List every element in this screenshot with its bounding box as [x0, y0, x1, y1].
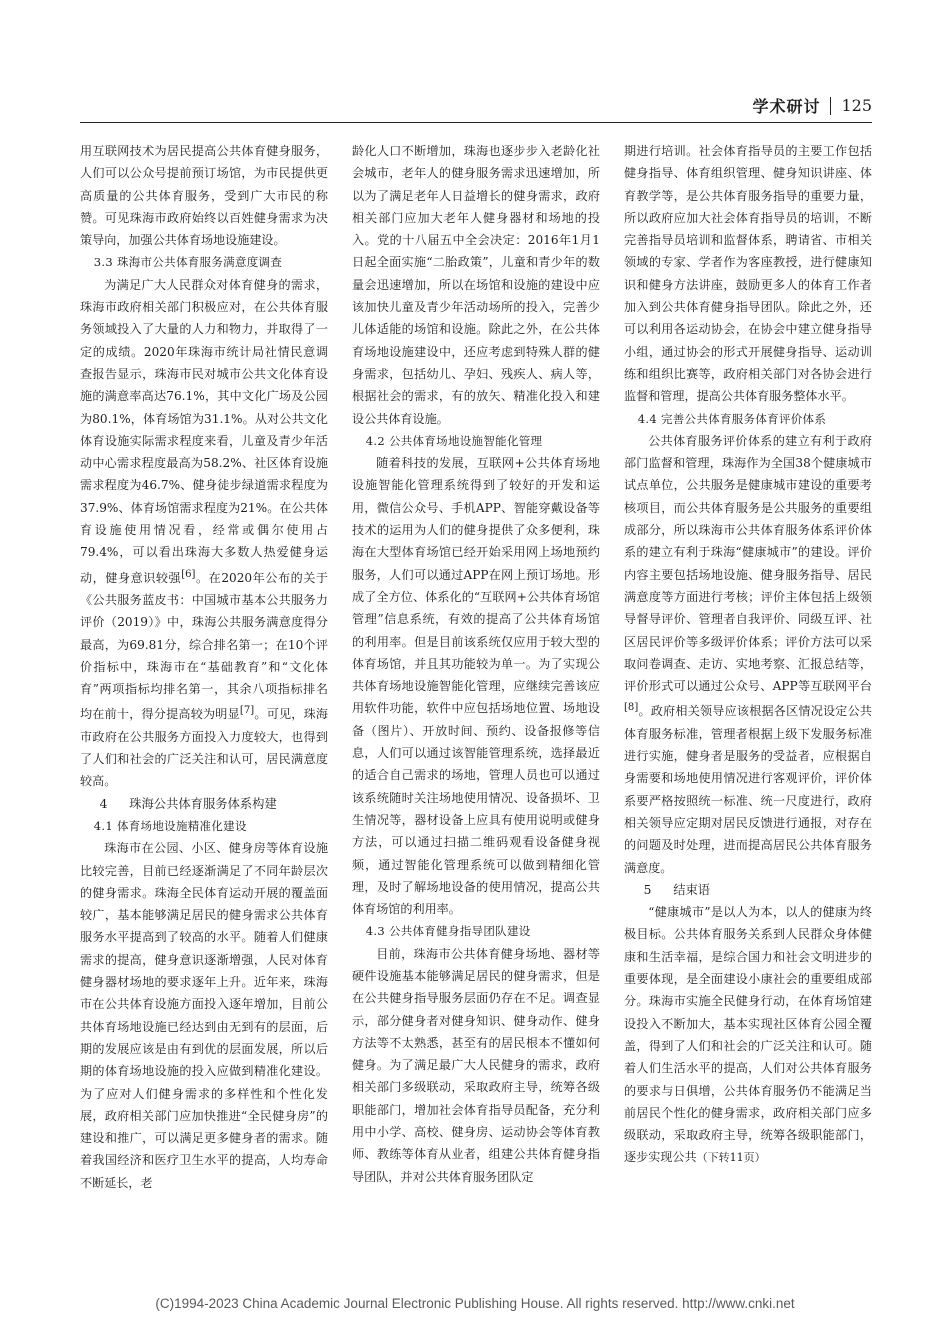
paragraph: 目前，珠海市公共体育健身场地、器材等硬件设施基本能够满足居民的健身需求，但是在公共健身指导服务层面仍存在不足。调查显示，部分健身者对健身知识、健身动作、健身方法等不太熟悉，甚至有的居民根本不懂如何健身。为了满足最广大人民健身的需求，政府相关部门多级联动，采取政府主导，统筹各级职能部门，增加社会体育指导员配备，充分利用中小学、高校、健身房、运动协会等体育教师、教练等体育从业者，组建公共体育健身指导团队，并对公共体育服务团队定 [352, 946, 600, 1184]
paragraph: 用互联网技术为居民提高公共体育健身服务，人们可以公众号提前预订场馆，为市民提供更高质量的公共体育服务，受到广大市民的称赞。可见珠海市政府始终以百姓健身需求为决策导向，加强公共体育场地设施建设。 [80, 144, 328, 248]
journal-name: 学术研讨 [752, 97, 821, 116]
paragraph: 龄化人口不断增加，珠海也逐步步入老龄化社会城市，老年人的健身服务需求迅速增加，所以为了满足老年人日益增长的健身需求，政府相关部门应加大老年人健身器材和场地的投入。党的十八届五中全会决定：2016年1月1日起全面实施“二胎政策”，儿童和青少年的数量会迅速增加，所以在场馆和设施的建设中应该加快儿童及青少年活动场所的投入，完善少儿体适能的场馆和设施。除此之外，在公共体育场地设施建设中，还应考虑到特殊人群的健身需求，包括幼儿、孕妇、残疾人、病人等，根据社会的需求，有的放矢、精准化投入和建设公共体育设施。 [352, 144, 600, 426]
paragraph: 随着科技的发展，互联网+公共体育场地设施智能化管理系统得到了较好的开发和运用，微信公众号、手机APP、智能穿戴设备等技术的运用为人们的健身提供了众多便利，珠海在大型体育场馆已经开始采用网上场地预约服务，人们可以通过APP在网上预订场地。形成了全方位、体系化的“互联网+公共体育场馆管理”信息系统，有效的提高了公共体育场馆的利用率。但是目前该系统仅应用于较大型的体育场馆，并且其功能较为单一。为了实现公共体育场地设施智能化管理，应继续完善该应用软件功能，软件中应包括场地位置、场地设备（图片）、开放时间、预约、设备报修等信息，人们可以通过该智能管理系统，选择最近的适合自己需求的场地，管理人员也可以通过该系统随时关注场地使用情况、设备损坏、卫生情况等，器材设备上应具有使用说明或健身方法，可以通过扫描二维码观看设备健身视频，通过智能化管理系统可以做到精细化管理，及时了解场地设备的使用情况，提高公共体育场馆的利用率。 [352, 456, 600, 917]
column-2 [352, 140, 600, 1230]
header-divider [830, 97, 831, 115]
section-heading-4-1: 4.1 体育场地设施精准化建设 [93, 818, 247, 833]
column-3 [624, 140, 872, 1230]
section-heading-5: 5 结束语 [643, 882, 711, 897]
page-number: 125 [841, 96, 872, 115]
citation-ref[interactable]: [8] [624, 702, 639, 714]
section-heading-4-4: 4.4 完善公共体育服务体育评价体系 [637, 411, 827, 426]
article-body [80, 140, 872, 1230]
page-header [80, 90, 872, 123]
continued-note: （下转11页） [696, 1151, 766, 1165]
section-heading-3-3: 3.3 珠海市公共体育服务满意度调查 [93, 255, 283, 270]
paragraph: “健康城市”是以人为本，以人的健康为终极目标。公共体育服务关系到人民群众身体健康和生活幸福，是综合国力和社会文明进步的重要体现，是全面建设小康社会的重要组成部分。珠海市实施全民健身行动，在体育场馆建设投入不断加大，基本实现社区体育公园全覆盖，得到了人们和社会的广泛关注和认可。随着人们生活水平的提高，人们对公共体育服务的要求与日俱增，公共体育服务仍不能满足当前居民个性化的健身需求，政府相关部门应多级联动，采取政府主导，统筹各级职能部门，逐步实现公共（下转11页） [624, 905, 872, 1165]
section-heading-4-2: 4.2 公共体育场地设施智能化管理 [365, 433, 543, 448]
section-heading-4-3: 4.3 公共体育健身指导团队建设 [365, 924, 531, 939]
paragraph: 期进行培训。社会体育指导员的主要工作包括健身指导、体育组织管理、健身知识讲座、体育教学等，是公共体育服务指导的重要力量，所以政府应加大社会体育指导员的培训，不断完善指导员培训和监督体系，聘请省、市相关领域的专家、学者作为客座教授，进行健康知识和健身方法讲座，鼓励更多人的体育工作者加入到公共体育健身指导团队。除此之外，还可以利用各运动协会，在协会中建立健身指导小组，通过协会的形式开展健身指导、运动训练和组织比赛等，政府相关部门对各协会进行监督和管理，提高公共体育服务整体水平。 [624, 144, 872, 404]
header-right [752, 94, 872, 117]
paragraph: 为满足广大人民群众对体育健身的需求，珠海市政府相关部门积极应对，在公共体育服务领域投入了大量的人力和物力，并取得了一定的成绩。2020年珠海市统计局社情民意调查报告显示，珠海市民对城市公共文化体育设施的满意率高达76.1%，其中文化广场及公园为80.1%，体育场馆为31.1%。从对公共文化体育设施实际需求程度来看，儿童及青少年活动中心需求程度最高为58.2%、社区体育设施需求程度为46.7%、健身徒步绿道需求程度为37.9%、体育场馆需求程度为21%。在公共体育设施使用情况看，经常或偶尔使用占79.4%，可以看出珠海大多数人热爱健身运动，健身意识较强[6]。在2020年公布的关于《公共服务蓝皮书：中国城市基本公共服务力评价（2019）》中，珠海公共服务满意度得分最高，为69.81分，综合排名第一；在10个评价指标中，珠海市在“基础教育”和“文化体育”两项指标均排名第一，其余八项指标排名均在前十，得分提高较为明显[7]。可见，珠海市政府在公共服务方面投入力度较大，也得到了人们和社会的广泛关注和认可，居民满意度较高。 [80, 277, 328, 789]
citation-ref[interactable]: [7] [239, 705, 255, 717]
copyright-footer: (C)1994-2023 China Academic Journal Electronic Publishing House. All rights reserved. http://www.cnki.net [155, 1296, 795, 1311]
paragraph: 公共体育服务评价体系的建立有利于政府部门监督和管理，珠海作为全国38个健康城市试点单位，公共服务是健康城市建设的重要考核项目，而公共体育服务是公共服务的重要组成部分，所以珠海市公共体育服务体系评价体系的建立有利于珠海“健康城市”的建设。评价内容主要包括场地设施、健身服务指导、居民满意度等方面进行考核；评价主体包括上级领导督导评价、管理者自我评价、同级互评、社区居民评价等多级评价体系；评价方法可以采取问卷调查、走访、实地考察、汇报总结等，评价形式可以通过公众号、APP等互联网平台[8]。政府相关领导应该根据各区情况设定公共体育服务标准，管理者根据上级下发服务标准进行实施，健身者是服务的受益者，应根据自身需要和场地使用情况进行客观评价，评价体系要严格按照统一标准、统一尺度进行，政府相关领导应定期对居民反馈进行通报，对存在的问题及时处理，进而提高居民公共体育服务满意度。 [624, 433, 872, 875]
paragraph: 珠海市在公园、小区、健身房等体育设施比较完善，目前已经逐渐满足了不同年龄层次的健身需求。珠海全民体育运动开展的覆盖面较广，基本能够满足居民的健身需求公共体育服务水平提高到了较高的水平。随着人们健康需求的提高，健身意识逐渐增强，人民对体育健身器材场地的要求逐年上升。近年来，珠海市在公共体育设施方面投入逐年增加，目前公共体育场地设施已经达到由无到有的层面，后期的发展应该是由有到优的层面发展，所以后期的体育场地设施的投入应做到精准化建设。为了应对人们健身需求的多样性和个性化发展，政府相关部门应加快推进“全民健身房”的建设和推广，可以满足更多健身者的需求。随着我国经济和医疗卫生水平的提高，人均寿命不断延长，老 [80, 841, 328, 1190]
column-1 [80, 140, 328, 1230]
section-heading-4: 4 珠海公共体育服务体系构建 [99, 796, 277, 811]
citation-ref[interactable]: [6] [181, 568, 196, 580]
